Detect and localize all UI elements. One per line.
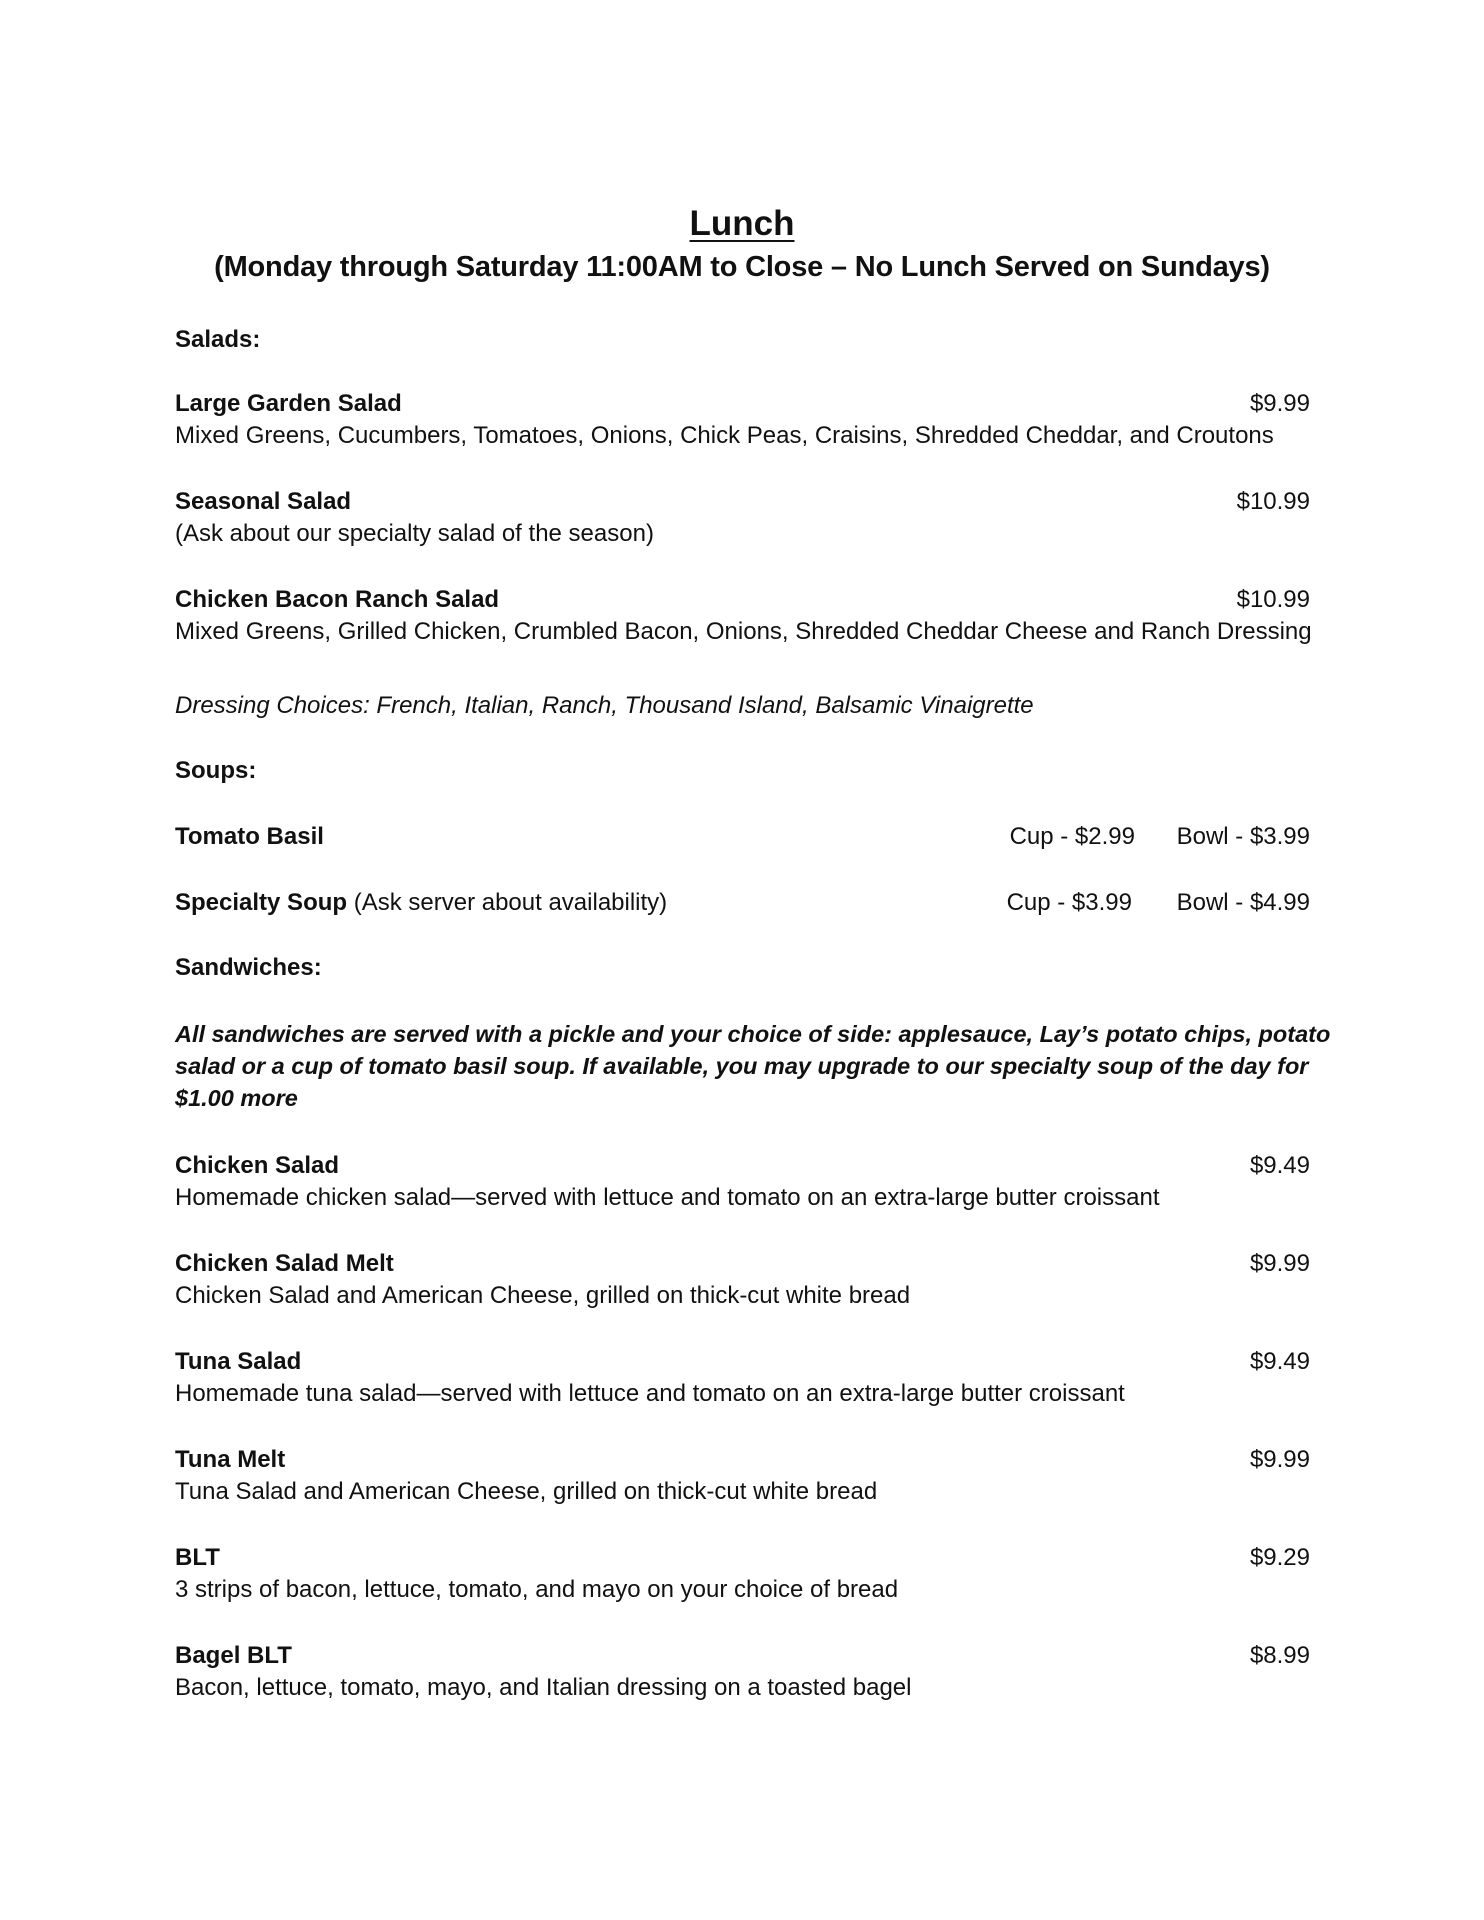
item-price: $10.99 — [1236, 488, 1310, 515]
dressing-choices: Dressing Choices: French, Italian, Ranch, Thousand Island, Balsamic Vinaigrette — [175, 692, 1034, 719]
item-description: Mixed Greens, Cucumbers, Tomatoes, Onions, Chick Peas, Craisins, Shredded Cheddar, and Croutons — [175, 422, 1274, 449]
item-price: $9.99 — [1249, 1250, 1310, 1277]
item-price: $9.29 — [1249, 1544, 1310, 1571]
section-heading-sandwiches: Sandwiches: — [175, 954, 322, 981]
menu-item-chicken-salad-melt — [175, 1248, 1310, 1312]
menu-item-bagel-blt — [175, 1640, 1310, 1704]
item-name: Bagel BLT — [175, 1642, 292, 1669]
item-name: Seasonal Salad — [175, 488, 352, 515]
item-description: 3 strips of bacon, lettuce, tomato, and mayo on your choice of bread — [175, 1576, 899, 1603]
menu-item-blt — [175, 1542, 1310, 1606]
item-description: Bacon, lettuce, tomato, mayo, and Italian dressing on a toasted bagel — [175, 1674, 912, 1701]
note-line: $1.00 more — [175, 1085, 298, 1111]
item-price: $9.49 — [1249, 1152, 1310, 1179]
item-description: Homemade chicken salad—served with lettuce and tomato on an extra-large butter croissant — [175, 1184, 1160, 1211]
item-price: $9.49 — [1249, 1348, 1310, 1375]
item-description: Tuna Salad and American Cheese, grilled on thick-cut white bread — [175, 1478, 878, 1505]
item-description: Mixed Greens, Grilled Chicken, Crumbled Bacon, Onions, Shredded Cheddar Cheese and Ranch Dressing — [175, 618, 1312, 645]
item-name: BLT — [175, 1544, 220, 1571]
menu-item-specialty-soup — [175, 887, 1310, 919]
page-subtitle: (Monday through Saturday 11:00AM to Close – No Lunch Served on Sundays) — [214, 251, 1270, 283]
item-description: (Ask about our specialty salad of the season) — [175, 520, 654, 547]
item-price: $9.99 — [1249, 390, 1310, 417]
section-heading-soups: Soups: — [175, 757, 257, 784]
item-name: Tuna Melt — [175, 1446, 286, 1473]
item-name: Specialty Soup — [175, 889, 348, 916]
menu-item-large-garden-salad — [175, 388, 1310, 452]
item-note: (Ask server about availability) — [353, 889, 668, 916]
page-title: Lunch — [689, 204, 795, 243]
note-line: All sandwiches are served with a pickle and your choice of side: applesauce, Lay’s potato chips, potato — [175, 1021, 1331, 1047]
menu-item-tuna-salad — [175, 1346, 1310, 1410]
item-price: $9.99 — [1249, 1446, 1310, 1473]
item-name: Tuna Salad — [175, 1348, 302, 1375]
menu-item-chicken-bacon-ranch-salad — [175, 584, 1310, 648]
section-heading-salads: Salads: — [175, 326, 261, 353]
item-description: Homemade tuna salad—served with lettuce and tomato on an extra-large butter croissant — [175, 1380, 1125, 1407]
menu-item-chicken-salad — [175, 1150, 1310, 1214]
note-line: salad or a cup of tomato basil soup. If available, you may upgrade to our specialty soup of the day for — [175, 1053, 1309, 1079]
item-name: Tomato Basil — [175, 823, 324, 850]
menu-item-tomato-basil — [175, 821, 1310, 853]
item-name: Chicken Bacon Ranch Salad — [175, 586, 500, 613]
cup-price: Cup - $2.99 — [1009, 823, 1135, 850]
item-name: Chicken Salad — [175, 1152, 340, 1179]
bowl-price: Bowl - $3.99 — [1176, 823, 1310, 850]
menu-item-seasonal-salad — [175, 486, 1310, 550]
item-description: Chicken Salad and American Cheese, grilled on thick-cut white bread — [175, 1282, 911, 1309]
cup-price: Cup - $3.99 — [1006, 889, 1132, 916]
item-price: $10.99 — [1236, 586, 1310, 613]
menu-item-tuna-melt — [175, 1444, 1310, 1508]
item-name: Chicken Salad Melt — [175, 1250, 394, 1277]
item-price: $8.99 — [1249, 1642, 1310, 1669]
bowl-price: Bowl - $4.99 — [1176, 889, 1310, 916]
item-name: Large Garden Salad — [175, 390, 402, 417]
sandwich-side-note — [175, 1018, 1331, 1114]
